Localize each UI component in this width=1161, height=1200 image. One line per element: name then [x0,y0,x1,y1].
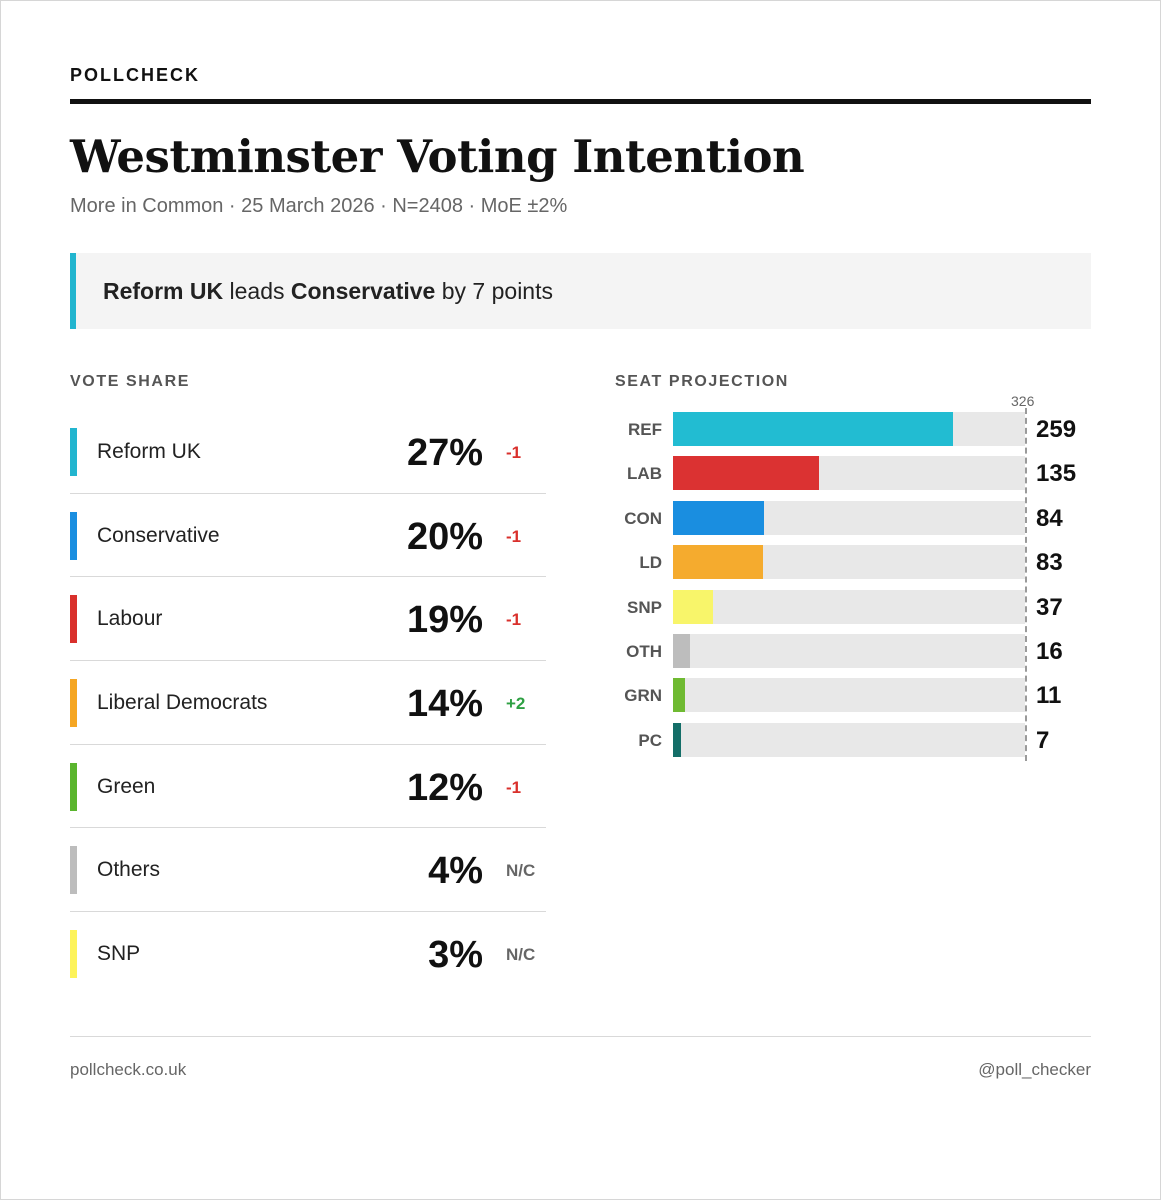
vote-share-value: 14% [406,683,483,726]
seat-bar-track [673,723,1025,757]
seat-value-label: 135 [1036,460,1077,488]
seat-category-label: OTH [626,642,662,661]
vote-row [70,828,546,912]
party-color-swatch [70,763,77,811]
brand-logo: POLLCHECK [70,65,200,85]
seat-category-label: REF [628,420,662,439]
party-color-swatch [70,846,77,894]
vote-row [70,494,546,578]
seat-category-label: PC [638,730,662,750]
seat-bar [673,634,690,668]
vote-change: -1 [506,526,522,546]
vote-share-heading: VOTE SHARE [70,373,191,390]
seat-bar-track [673,634,1025,668]
vote-row [70,745,546,829]
seat-projection-heading: SEAT PROJECTION [615,373,789,390]
seat-bar [673,678,685,712]
party-name: Labour [97,607,163,631]
vote-change: N/C [506,861,536,881]
vote-change: N/C [506,945,536,965]
vote-share-value: 12% [406,766,483,809]
vote-row [70,577,546,661]
seat-bar-track [673,678,1025,712]
seat-category-label: LAB [627,464,662,484]
vote-change: -1 [506,610,522,630]
header-rule [70,99,1091,104]
seat-value-label: 7 [1036,726,1050,754]
seat-value-label: 84 [1036,504,1063,532]
vote-share-value: 20% [406,515,483,558]
seat-value-label: 83 [1036,549,1063,577]
seat-bar [673,501,764,535]
vote-change: +2 [506,694,526,714]
seat-value-label: 11 [1036,682,1062,710]
seat-bar [673,590,713,624]
seat-value-label: 259 [1036,416,1077,443]
seat-bar-track [673,590,1025,624]
majority-threshold-line [1025,408,1027,761]
vote-share-value: 4% [428,850,483,893]
poll-meta: More in Common · 25 March 2026 · N=2408 · MoE ±2% [70,195,568,217]
vote-row [70,661,546,745]
seat-bar [673,545,763,579]
party-name: Liberal Democrats [97,691,268,715]
callout-leader: Reform UK [103,277,224,304]
majority-threshold-label: 326 [1011,393,1035,409]
vote-share-value: 27% [406,432,483,474]
vote-share-table [70,410,546,996]
party-color-swatch [70,595,77,643]
party-name: Conservative [97,523,220,547]
party-color-swatch [70,679,77,727]
seat-value-label: 16 [1036,638,1063,665]
vote-share-value: 19% [406,599,483,642]
callout-runner-up: Conservative [290,277,436,304]
vote-change: -1 [506,777,522,797]
footer-handle: @poll_checker [978,1060,1091,1079]
seat-category-label: LD [639,553,662,573]
seat-bar [673,412,953,446]
page-title: Westminster Voting Intention [70,130,805,183]
party-name: Others [97,858,161,882]
party-name: Green [97,774,156,798]
seat-bar [673,456,819,490]
seat-category-label: SNP [627,597,662,617]
callout-text-1: leads [223,277,291,304]
party-color-swatch [70,930,77,978]
vote-change: -1 [506,443,522,462]
callout-text-2: by 7 points [435,277,553,304]
seat-value-label: 37 [1036,593,1063,621]
seat-bar [673,723,681,757]
footer-rule [70,1036,1091,1037]
party-name: Reform UK [97,440,201,463]
party-color-swatch [70,512,77,560]
lead-callout [70,253,1091,329]
vote-row [70,912,546,996]
party-color-swatch [70,428,77,476]
seat-projection-chart [600,390,1080,770]
seat-category-label: CON [624,508,662,528]
seat-category-label: GRN [624,686,662,706]
vote-row [70,410,546,494]
party-name: SNP [97,942,141,966]
footer-website: pollcheck.co.uk [70,1060,187,1079]
vote-share-value: 3% [428,934,483,977]
